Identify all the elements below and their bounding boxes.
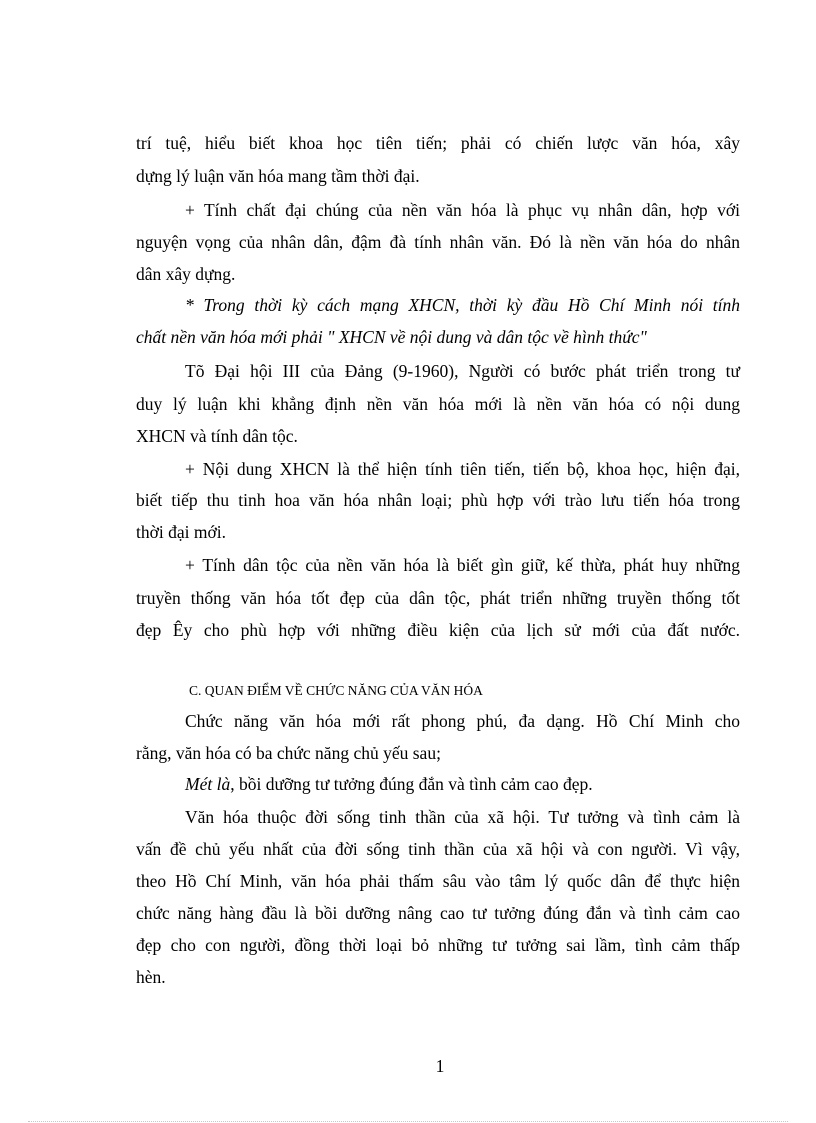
paragraph-line: + Tính dân tộc của nền văn hóa là biết gìn giữ, kế thừa, phát huy những: [185, 555, 740, 575]
paragraph-line: rằng, văn hóa có ba chức năng chủ yếu sau;: [136, 743, 441, 763]
first-point-label: Mét là: [185, 774, 231, 794]
paragraph-line: thời đại mới.: [136, 522, 226, 542]
paragraph-line: chức năng hàng đầu là bồi dưỡng nâng cao tư tưởng đúng đắn và tình cảm cao: [136, 903, 740, 923]
paragraph-line: + Nội dung XHCN là thể hiện tính tiên tiến, tiến bộ, khoa học, hiện đại,: [185, 459, 740, 479]
italic-paragraph-line: chất nền văn hóa mới phải " XHCN về nội dung và dân tộc về hình thức": [136, 327, 647, 347]
italic-paragraph-line: * Trong thời kỳ cách mạng XHCN, thời kỳ đầu Hồ Chí Minh nói tính: [185, 295, 740, 315]
paragraph-line: hèn.: [136, 967, 166, 987]
paragraph-line: biết tiếp thu tinh hoa văn hóa nhân loại; phù hợp với trào lưu tiến hóa trong: [136, 490, 740, 510]
paragraph-line: Chức năng văn hóa mới rất phong phú, đa dạng. Hồ Chí Minh cho: [185, 711, 740, 731]
section-heading: C. QUAN ĐIỂM VỀ CHỨC NĂNG CỦA VĂN HÓA: [189, 683, 483, 698]
page-number: 1: [435, 1056, 445, 1076]
paragraph-line: XHCN và tính dân tộc.: [136, 426, 298, 446]
paragraph-line: theo Hồ Chí Minh, văn hóa phải thấm sâu vào tâm lý quốc dân để thực hiện: [136, 871, 740, 891]
paragraph-line: vấn đề chủ yếu nhất của đời sống tinh thần của xã hội và con người. Vì vậy,: [136, 839, 740, 859]
paragraph-line: dựng lý luận văn hóa mang tầm thời đại.: [136, 166, 420, 186]
paragraph-line: đẹp cho con người, đồng thời loại bỏ những tư tưởng sai lầm, tình cảm thấp: [136, 935, 740, 955]
paragraph-line: nguyện vọng của nhân dân, đậm đà tính nhân văn. Đó là nền văn hóa do nhân: [136, 232, 740, 252]
paragraph-line: đẹp Êy cho phù hợp với những điều kiện của lịch sử mới của đất nước.: [136, 620, 740, 640]
paragraph-line: duy lý luận khi khẳng định nền văn hóa mới là nền văn hóa có nội dung: [136, 394, 740, 414]
paragraph-line: dân xây dựng.: [136, 264, 236, 284]
page-bottom-divider: [28, 1121, 788, 1122]
first-point-text: bồi dưỡng tư tưởng đúng đắn và tình cảm cao đẹp.: [238, 774, 593, 794]
paragraph-line: Tõ Đại hội III của Đảng (9-1960), Người có bước phát triển trong tư: [185, 361, 740, 381]
paragraph-line: + Tính chất đại chúng của nền văn hóa là phục vụ nhân dân, hợp với: [185, 200, 740, 220]
paragraph-line: Văn hóa thuộc đời sống tinh thần của xã hội. Tư tưởng và tình cảm là: [185, 807, 740, 827]
paragraph-line: trí tuệ, hiểu biết khoa học tiên tiến; phải có chiến lược văn hóa, xây: [136, 133, 740, 153]
first-point-line: Mét là, bồi dưỡng tư tưởng đúng đắn và tình cảm cao đẹp.: [185, 774, 593, 794]
paragraph-line: truyền thống văn hóa tốt đẹp của dân tộc, phát triển những truyền thống tốt: [136, 588, 740, 608]
